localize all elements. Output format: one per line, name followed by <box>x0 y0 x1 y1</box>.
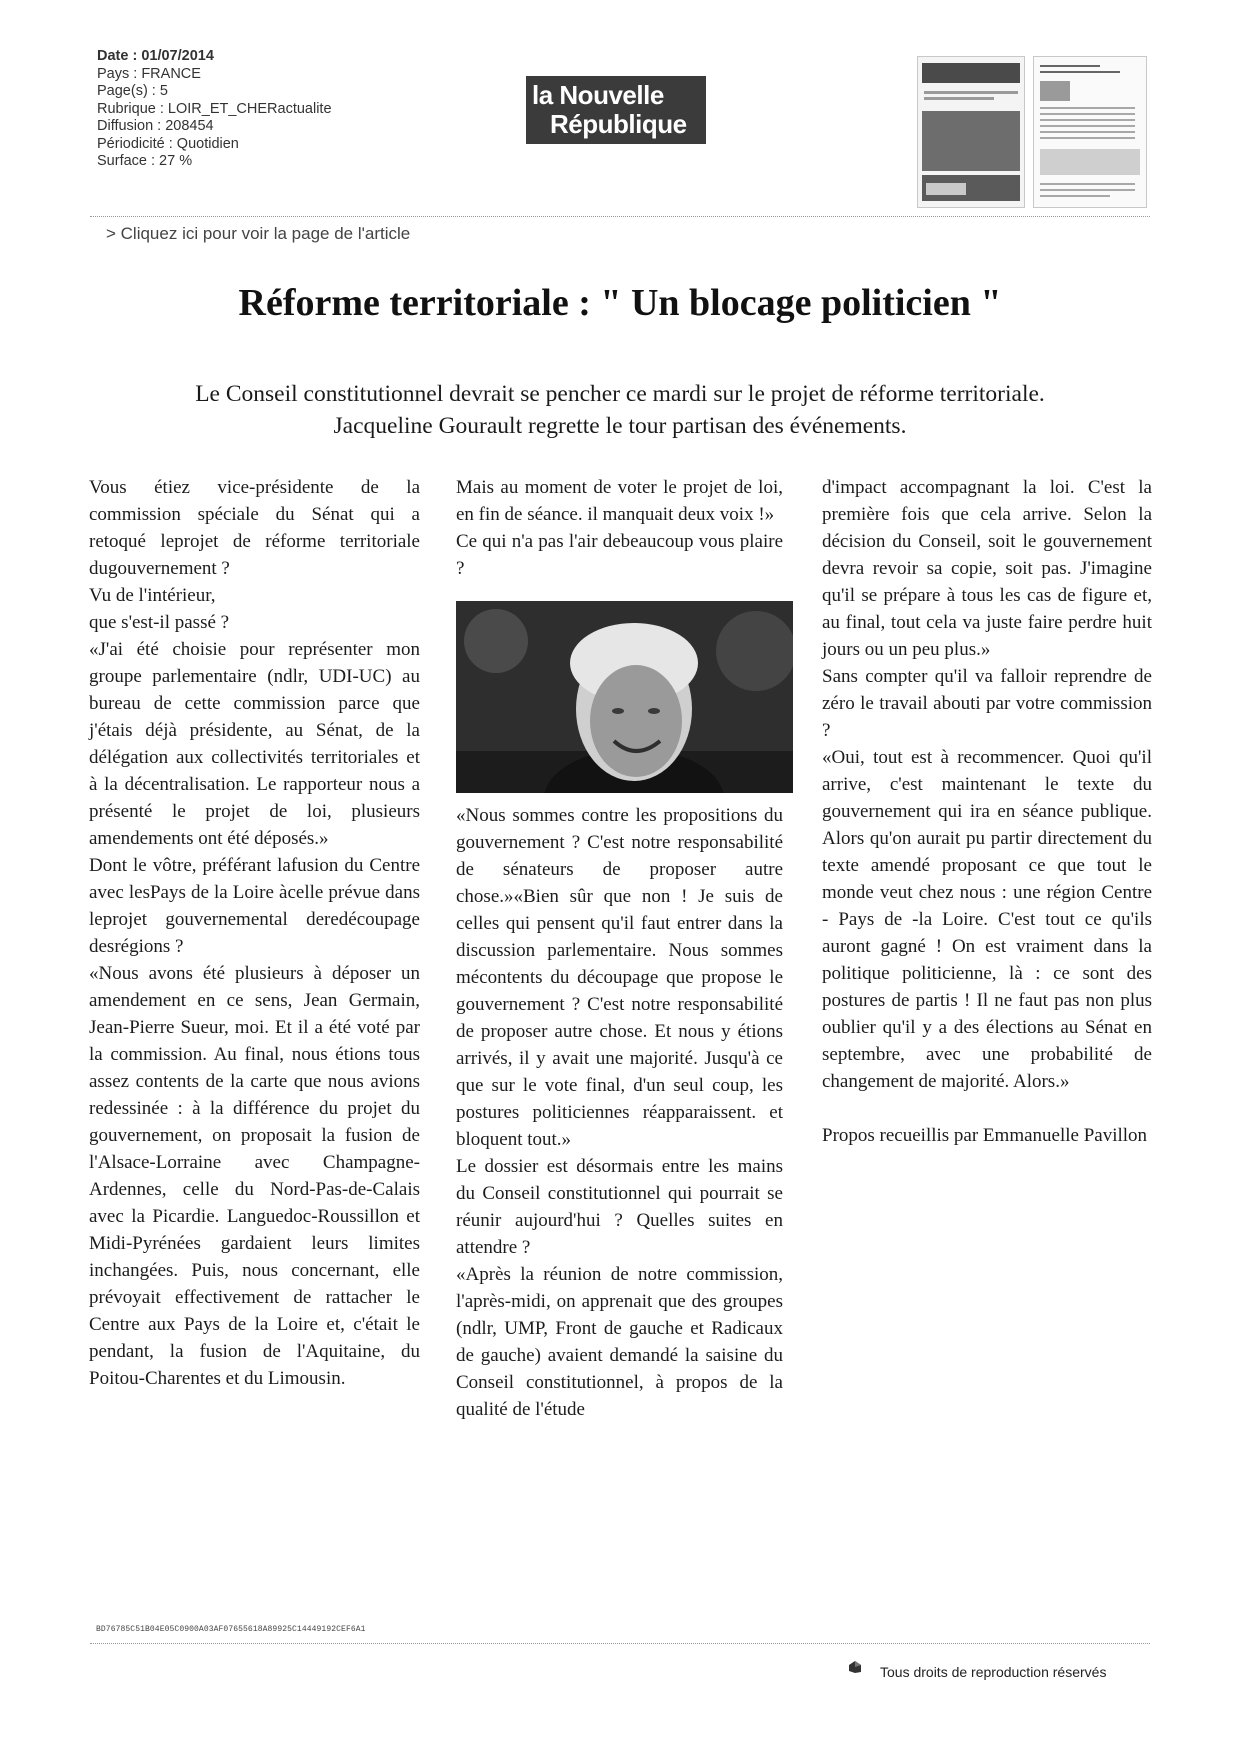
copyright-notice: Tous droits de reproduction réservés <box>880 1664 1107 1680</box>
meta-rubrique: Rubrique : LOIR_ET_CHERactualite <box>97 100 332 117</box>
logo-line-2: République <box>550 109 687 139</box>
question: Dont le vôtre, préférant lafusion du Centre avec lesPays de la Loire àcelle prévue dans leprojet gouvernemental deredécoupage desrégions ? <box>89 855 420 957</box>
meta-surface: Surface : 27 % <box>97 153 193 169</box>
question: que s'est-il passé ? <box>89 612 230 633</box>
article-page-thumbnail[interactable] <box>1033 56 1147 208</box>
document-barcode: BD76785C51B04E05C0900A03AF07655618A89925C14449192CEF6A1 <box>96 1625 366 1634</box>
meta-periodicite: Périodicité : Quotidien <box>97 135 239 152</box>
meta-date: Date : 01/07/2014 <box>97 48 214 64</box>
subtitle-line-1: Le Conseil constitutionnel devrait se pencher ce mardi sur le projet de réforme territoriale. <box>195 381 1045 407</box>
article-signature: Propos recueillis par Emmanuelle Pavillon <box>822 1125 1148 1146</box>
meta-diffusion: Diffusion : 208454 <box>97 118 214 134</box>
article-subtitle <box>0 378 1240 442</box>
document-metadata <box>97 48 332 171</box>
answer: «Nous sommes contre les propositions du gouvernement ? C'est notre responsabilité de sénateurs de proposer autre chose.»«Bien sûr que non ! Je suis de celles qui pensent qu'il faut entrer dans la discussion parlementaire. Nous sommes mécontents du découpage que propose le gouvernement ? C'est notre responsabilité de proposer autre chose. Et nous y étions arrivés, il y avait une majorité. Jusqu'à ce que sur le vote final, d'un seul coup, les postures politiciennes réapparaissent. et bloquent tout.» <box>456 805 783 1150</box>
meta-pays: Pays : FRANCE <box>97 65 201 82</box>
article-title: Réforme territoriale : " Un blocage politicien " <box>238 282 1002 324</box>
header-divider <box>90 216 1150 217</box>
answer: «Oui, tout est à recommencer. Quoi qu'il arrive, c'est maintenant le texte du gouvernement qui ira en séance publique. Alors qu'on aurait pu partir directement du texte amendé proposant ce que tout le monde veut chez nous : une région Centre - Pays de -la Loire. C'est tout ce qu'ils auront gagné ! On est vraiment dans la politique politicienne, là : ce sont des postures de partis ! Il ne faut pas non plus oublier qu'il y a des élections au Sénat en septembre, avec une probabilité de changement de majorité. Alors.» <box>822 747 1152 1092</box>
answer: d'impact accompagnant la loi. C'est la première fois que cela arrive. Selon la décision du Conseil, soit le gouvernement devra revoir sa copie, soit pas. J'imagine qu'il se prépare à tous les cas de figure et, au final, tout cela va juste faire perdre huit jours ou un peu plus.» <box>822 477 1152 660</box>
question: Vu de l'intérieur, <box>89 585 216 606</box>
question: Vous étiez vice-présidente de la commission spéciale du Sénat qui a retoqué leprojet de réforme territoriale dugouvernement ? <box>89 477 420 579</box>
article-column-3 <box>822 474 1152 1149</box>
portrait-photo <box>456 601 793 793</box>
question: Le dossier est désormais entre les mains du Conseil constitutionnel qui pourrait se réunir aujourd'hui ? Quelles suites en attendre ? <box>456 1156 783 1258</box>
article-page-link[interactable]: > Cliquez ici pour voir la page de l'article <box>106 224 411 243</box>
meta-pages: Page(s) : 5 <box>97 83 168 99</box>
answer: «Après la réunion de notre commission, l'après-midi, on apprenait que des groupes (ndlr, UMP, Front de gauche et Radicaux de gauche) avaient demandé la saisine du Conseil constitutionnel, à propos de la qualité de l'étude <box>456 1264 783 1420</box>
answer: «J'ai été choisie pour représenter mon groupe parlementaire (ndlr, UDI-UC) au bureau de cette commission parce que j'étais déjà présidente, au Sénat, de la délégation aux collectivités territoriales et à la décentralisation. Le rapporteur nous a présenté le projet de loi, plusieurs amendements ont été déposés.» <box>89 639 420 849</box>
subtitle-line-2: Jacqueline Gourault regrette le tour partisan des événements. <box>333 413 907 439</box>
answer: «Nous avons été plusieurs à déposer un amendement en ce sens, Jean Germain, Jean-Pierre Sueur, moi. Et il a été voté par la commission. Au final, nous étions tous assez contents de la carte que nous avions redessinée : à la différence du projet du gouvernement, on proposait la fusion de l'Alsace-Lorraine avec Champagne-Ardennes, celle du Nord-Pas-de-Calais avec la Picardie. Languedoc-Roussillon et Midi-Pyrénées gardaient leurs limites inchangées. Puis, nous concernant, elle prévoyait effectivement de rattacher le Centre aux Pays de la Loire et, c'était le pendant, la fusion de l'Aquitaine, du Poitou-Charentes et du Limousin. <box>89 963 420 1389</box>
copyright-icon <box>848 1660 862 1674</box>
question: Sans compter qu'il va falloir reprendre de zéro le travail abouti par votre commission ? <box>822 666 1152 741</box>
footer-divider <box>90 1643 1150 1644</box>
question: Ce qui n'a pas l'air debeaucoup vous plaire ? <box>456 531 783 579</box>
logo-line-1: la Nouvelle <box>532 80 664 110</box>
article-column-1 <box>89 474 420 1392</box>
newspaper-logo <box>526 76 706 144</box>
article-column-2 <box>456 474 783 1423</box>
portrait-illustration <box>456 601 793 793</box>
answer: Mais au moment de voter le projet de loi, en fin de séance. il manquait deux voix !» <box>456 477 783 525</box>
front-page-thumbnail[interactable] <box>917 56 1025 208</box>
